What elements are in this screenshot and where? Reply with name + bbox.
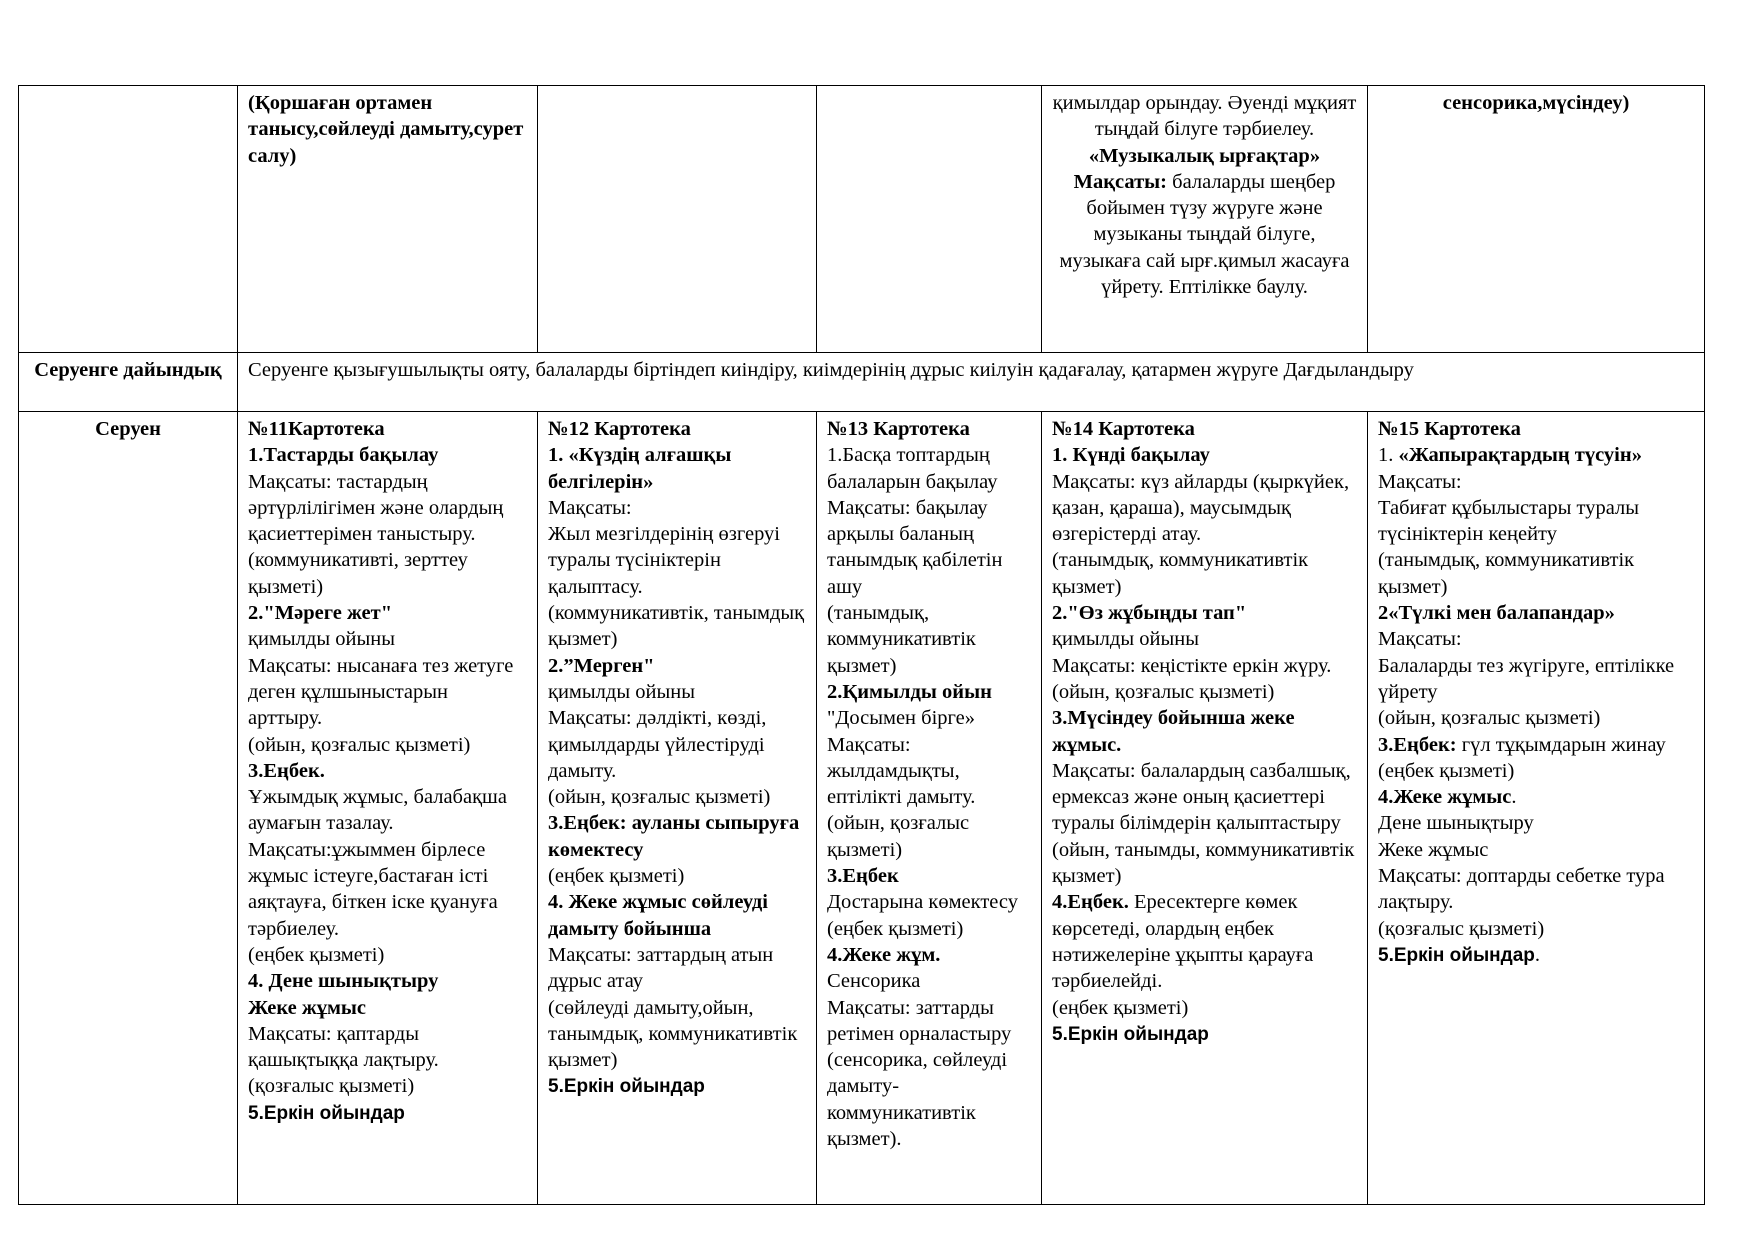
- walk-line: [548, 889, 806, 942]
- walk-line: [827, 1047, 1031, 1152]
- walk-line-text: (танымдық, коммуникативтік қызмет): [827, 602, 976, 677]
- walk-line: [548, 863, 806, 889]
- walk-line: [248, 600, 527, 626]
- walk-line-text: Мақсаты: дәлдікті, көзді, қимылдарды үйлестіруді дамыту.: [548, 707, 767, 782]
- walk-line: [827, 995, 1031, 1048]
- walk-line: [827, 916, 1031, 942]
- walk-line: [248, 995, 527, 1021]
- walk-line-text: (ойын, танымды, коммуникативтік қызмет): [1052, 838, 1355, 888]
- walk-line-text: (танымдық, коммуникативтік қызмет): [1378, 549, 1635, 598]
- walk-line: [1052, 469, 1357, 548]
- walk-line: [827, 942, 1031, 968]
- walk-line-text: №15 Картотека: [1378, 418, 1521, 440]
- walk-line-text: (еңбек қызметі): [827, 917, 964, 940]
- walk-line: [1052, 547, 1357, 600]
- walk-line: [1052, 758, 1357, 837]
- walk-line-text: 4.Жеке жұмыс: [1378, 786, 1512, 809]
- table-row-walk: [19, 412, 1705, 1205]
- walk-line: [548, 942, 806, 995]
- walk-line-text: Сенсорика: [827, 970, 921, 993]
- walk-line-text: қимылды ойыны: [248, 628, 395, 651]
- walk-line-text: (ойын, қозғалыс қызметі): [1052, 680, 1275, 703]
- walk-cell-15: [1368, 412, 1705, 1205]
- walk-line: [248, 784, 527, 837]
- walk-line-text: Достарына көмектесу: [827, 891, 1018, 914]
- walk-line: [248, 942, 527, 968]
- walk-line: [248, 968, 527, 994]
- walk-line-text: (ойын, қозғалыс қызметі): [1378, 707, 1601, 730]
- walk-line: [1378, 863, 1694, 916]
- walk-line-text: Жеке жұмыс: [1378, 838, 1489, 861]
- walk-line: [827, 442, 1031, 495]
- walk-line: [1052, 442, 1357, 468]
- walk-cell-13: [817, 412, 1042, 1205]
- walk-line: [548, 679, 806, 705]
- walk-line: [248, 837, 527, 942]
- walk-line: [548, 705, 806, 784]
- walk-line: [1052, 416, 1357, 442]
- row-label-walk: Серуен: [19, 412, 238, 1205]
- walk-line-text: 5.Еркін ойындар: [1052, 1023, 1209, 1045]
- walk-line-text: 3.Еңбек: ауланы сыпыруға көмектесу: [548, 812, 800, 861]
- walk-line: [1052, 600, 1357, 626]
- walk-line: [1052, 626, 1357, 652]
- walk-line-text: (еңбек қызметі): [548, 865, 685, 888]
- walk-line: [248, 758, 527, 784]
- walk-line: [548, 442, 806, 495]
- walk-line: [1378, 442, 1694, 468]
- walk-line: [1378, 810, 1694, 836]
- walk-line: [1378, 600, 1694, 626]
- walk-line: [1378, 653, 1694, 706]
- walk-line: [248, 1073, 527, 1099]
- walk-line: [248, 732, 527, 758]
- walk-line-text: Жыл мезгілдерінің өзгеруі туралы түсініктерін қалыптасу.: [548, 523, 780, 598]
- walk-line-text: (сенсорика, сөйлеуді дамыту-коммуникативтік қызмет).: [827, 1049, 1008, 1151]
- walk-line: [548, 653, 806, 679]
- walk-line-bold-rest: «Жапырақтардың түсуін»: [1398, 444, 1642, 467]
- walk-prep-text: Серуенге қызығушылықты ояту, балаларды біртіндеп киіндіру, киімдерінің дұрыс киілуін қадағалау, қатармен жүруге Дағдыландыру: [238, 353, 1705, 412]
- walk-line-text: Мақсаты: жылдамдықты, ептілікті дамыту.: [827, 733, 976, 809]
- walk-line-text: 5.Еркін ойындар: [548, 1076, 705, 1098]
- cell-top-col2: [538, 86, 817, 353]
- walk-line: [827, 495, 1031, 600]
- walk-line: [1378, 837, 1694, 863]
- walk-line-text: 1.: [1378, 444, 1399, 467]
- walk-line-text: 2«Түлкі мен балапандар»: [1378, 602, 1615, 625]
- walk-line-text: (ойын, қозғалыс қызметі): [548, 786, 771, 809]
- walk-line: [1378, 705, 1694, 731]
- walk-line: [827, 968, 1031, 994]
- walk-line: [548, 995, 806, 1074]
- walk-line-text: №12 Картотека: [548, 418, 691, 440]
- walk-line-text: (қозғалыс қызметі): [1378, 917, 1545, 940]
- walk-line: [1378, 916, 1694, 942]
- weekly-plan-table: [18, 85, 1705, 1205]
- walk-line: [248, 1021, 527, 1074]
- walk-cell-14: [1042, 412, 1368, 1205]
- walk-line-text: (қозғалыс қызметі): [248, 1075, 415, 1098]
- walk-line-rest: .: [1534, 943, 1541, 966]
- walk-line: [1378, 469, 1694, 495]
- walk-line-rest: Ересектерге көмек көрсетеді, олардың еңбек нәтижелеріне ұқыпты қарауға тәрбиелейді.: [1052, 891, 1314, 993]
- walk-line-text: Дене шынықтыру: [1378, 812, 1534, 835]
- walk-line: [548, 600, 806, 653]
- walk-line: [1378, 784, 1694, 810]
- top-col4-run: балаларды шеңбер бойымен түзу жүруге және музыканы тыңдай білуге, музыкаға сай ырғ.қимыл жасауға үйрету. Ептілікке баулу.: [1059, 170, 1350, 299]
- walk-line: [827, 810, 1031, 863]
- walk-line-text: Мақсаты: күз айларды (қыркүйек, қазан, қараша), маусымдық өзгерістерді атау.: [1052, 470, 1350, 546]
- walk-line: [827, 705, 1031, 731]
- walk-line: [1378, 416, 1694, 442]
- walk-line: [1378, 732, 1694, 758]
- walk-line-text: Мақсаты: балалардың сазбалшық, ермексаз және оның қасиеттері туралы білімдерін қалыптастыру: [1052, 759, 1351, 835]
- row-label-empty: [19, 86, 238, 353]
- walk-line: [548, 521, 806, 600]
- walk-line-text: қимылды ойыны: [548, 680, 695, 703]
- walk-line-text: (коммуникативтік, танымдық қызмет): [548, 602, 805, 651]
- walk-line: [548, 810, 806, 863]
- walk-line: [827, 416, 1031, 442]
- cell-top-col5: сенсорика,мүсіндеу): [1368, 86, 1705, 353]
- walk-line-text: №11Картотека: [248, 418, 385, 440]
- walk-line: [1378, 758, 1694, 784]
- walk-line-text: 3.Еңбек: [827, 865, 899, 888]
- walk-line-text: 2.”Мерген": [548, 654, 655, 677]
- walk-line-text: Мақсаты:: [1378, 470, 1462, 493]
- walk-line-text: 1.Тастарды бақылау: [248, 444, 439, 467]
- walk-line-text: "Досымен бірге»: [827, 707, 976, 730]
- walk-line: [248, 653, 527, 732]
- walk-line-text: №13 Картотека: [827, 418, 970, 440]
- walk-line-text: (ойын, қозғалыс қызметі): [248, 733, 471, 756]
- top-col4-run: «Музыкалық ырғақтар» Мақсаты:: [1073, 144, 1321, 193]
- walk-line: [1378, 942, 1694, 969]
- walk-line: [1052, 679, 1357, 705]
- walk-line-text: 4. Жеке жұмыс сөйлеуді дамыту бойынша: [548, 891, 768, 940]
- walk-cell-11: [238, 412, 538, 1205]
- walk-line: [1052, 889, 1357, 994]
- walk-line-text: Табиғат құбылыстары туралы түсініктерін кеңейту: [1378, 496, 1640, 546]
- walk-line: [248, 1100, 527, 1127]
- walk-line-text: қимылды ойыны: [1052, 628, 1199, 651]
- walk-cell-12: [538, 412, 817, 1205]
- walk-line: [827, 600, 1031, 679]
- table-row-walk-prep: [19, 353, 1705, 412]
- walk-line-text: Мақсаты: бақылау арқылы баланың танымдық қабілетін ашу: [827, 496, 1003, 598]
- walk-line-rest: .: [1511, 786, 1517, 809]
- walk-line-text: (танымдық, коммуникативтік қызмет): [1052, 549, 1309, 598]
- walk-line-text: (коммуникативті, зерттеу қызметі): [248, 549, 468, 598]
- walk-line: [248, 416, 527, 442]
- walk-line-text: 2.Қимылды ойын: [827, 680, 992, 703]
- walk-line-text: Мақсаты: доптарды себетке тура лақтыру.: [1378, 865, 1665, 914]
- walk-line-rest: гүл тұқымдарын жинау: [1461, 733, 1666, 756]
- row-label-walk-prep: Серуенге дайындық: [19, 353, 238, 412]
- walk-line: [827, 732, 1031, 811]
- walk-line-text: (сөйлеуді дамыту,ойын, танымдық, коммуникативтік қызмет): [548, 996, 798, 1072]
- walk-line-text: Мақсаты: кеңістікте еркін жүру.: [1052, 654, 1332, 677]
- walk-line-text: Жеке жұмыс: [248, 996, 367, 1019]
- walk-line: [548, 416, 806, 442]
- cell-top-col1: (Қоршаған ортамен танысу,сөйлеуді дамыту,сурет салу): [238, 86, 538, 353]
- walk-line-text: №14 Картотека: [1052, 418, 1195, 440]
- walk-line-text: 5.Еркін ойындар: [248, 1102, 405, 1124]
- walk-line-text: Мақсаты:: [1378, 628, 1462, 651]
- walk-line-text: Мақсаты: заттарды ретімен орналастыру: [827, 996, 1012, 1045]
- walk-line-text: (ойын, қозғалыс қызметі): [827, 812, 970, 861]
- walk-line: [1052, 995, 1357, 1021]
- walk-line-text: Балаларды тез жүгіруге, ептілікке үйрету: [1378, 654, 1675, 703]
- walk-line-text: (еңбек қызметі): [1052, 996, 1189, 1019]
- walk-line-text: Мақсаты: нысанаға тез жетуге деген құлшыныстарын арттыру.: [248, 654, 514, 730]
- walk-line-text: 2."Өз жұбыңды тап": [1052, 602, 1247, 625]
- walk-line-text: 3.Мүсіндеу бойынша жеке жұмыс.: [1052, 707, 1295, 756]
- walk-line-text: Мақсаты:ұжыммен бірлесе жұмыс істеуге,бастаған істі аяқтауға, біткен іске қуануға тәрбиелеу.: [248, 838, 498, 940]
- walk-line: [827, 863, 1031, 889]
- walk-line-text: Мақсаты: тастардың әртүрлілігімен және олардың қасиеттерімен таныстыру.: [248, 470, 504, 546]
- walk-line: [248, 626, 527, 652]
- walk-line-text: 1. «Күздің алғашқы белгілерін»: [548, 444, 732, 493]
- walk-line-text: 1. Күнді бақылау: [1052, 444, 1210, 467]
- walk-line-text: 5.Еркін ойындар: [1378, 944, 1535, 966]
- walk-line: [548, 784, 806, 810]
- walk-line-text: (еңбек қызметі): [1378, 759, 1515, 782]
- walk-line: [248, 469, 527, 548]
- walk-line: [248, 442, 527, 468]
- walk-line: [1378, 547, 1694, 600]
- walk-line: [1378, 495, 1694, 548]
- walk-line-text: 3.Еңбек.: [248, 759, 325, 782]
- walk-line-text: Мақсаты: заттардың атын дұрыс атау: [548, 943, 774, 993]
- cell-top-col4: [1042, 86, 1368, 353]
- walk-line-text: 4.Жеке жұм.: [827, 943, 941, 966]
- walk-line: [1378, 626, 1694, 652]
- walk-line: [827, 679, 1031, 705]
- walk-line-text: 3.Еңбек:: [1378, 733, 1462, 756]
- top-col4-run: қимылдар орындау. Әуенді мұқият тыңдай білуге тәрбиелеу.: [1052, 92, 1357, 141]
- walk-line-text: 2."Мәреге жет": [248, 602, 393, 625]
- walk-line: [1052, 837, 1357, 890]
- table-row-continuation: [19, 86, 1705, 353]
- cell-top-col3: [817, 86, 1042, 353]
- walk-line-text: (еңбек қызметі): [248, 943, 385, 966]
- walk-line-text: Мақсаты: қаптарды қашықтыққа лақтыру.: [248, 1022, 439, 1072]
- walk-line-text: 4.Еңбек.: [1052, 891, 1134, 914]
- walk-line: [1052, 705, 1357, 758]
- walk-line: [548, 1073, 806, 1100]
- walk-line: [827, 889, 1031, 915]
- walk-line-text: Ұжымдық жұмыс, балабақша аумағын тазалау.: [248, 786, 507, 835]
- walk-line-text: 4. Дене шынықтыру: [248, 970, 439, 993]
- walk-line: [1052, 1021, 1357, 1048]
- walk-line-text: 1.Басқа топтардың балаларын бақылау: [827, 444, 998, 493]
- walk-line: [548, 495, 806, 521]
- walk-line: [1052, 653, 1357, 679]
- walk-line: [248, 547, 527, 600]
- walk-line-text: Мақсаты:: [548, 496, 632, 519]
